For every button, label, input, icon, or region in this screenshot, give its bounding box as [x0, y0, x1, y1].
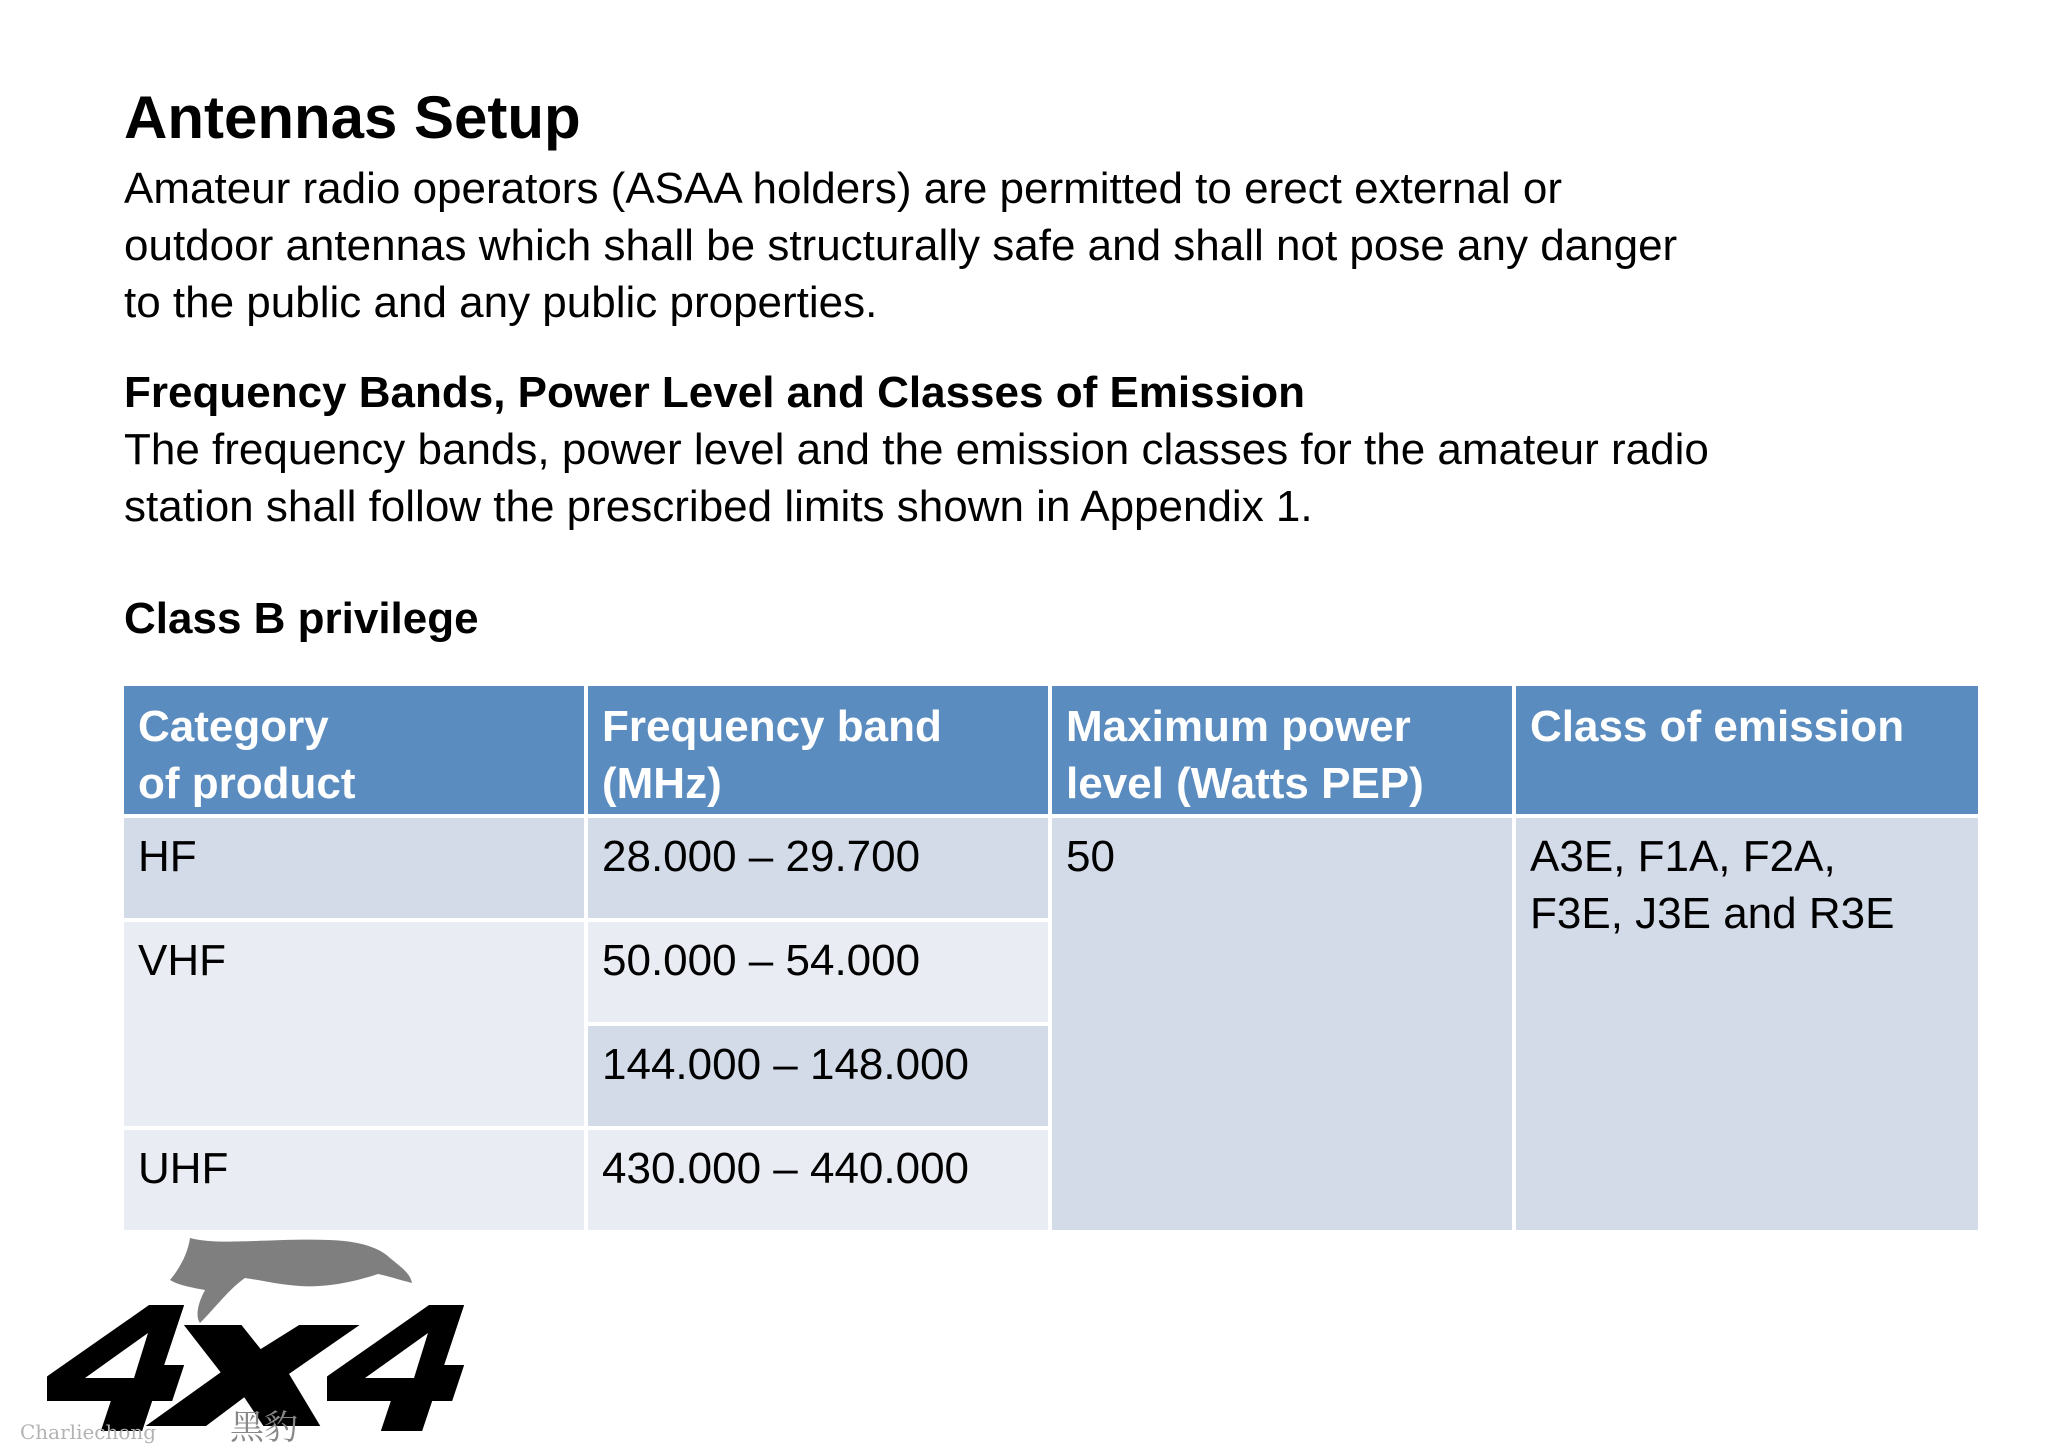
- class-b-subheading: Class B privilege: [124, 594, 479, 643]
- header-category: Category of product: [122, 684, 586, 816]
- table-row: [122, 816, 1980, 920]
- cell-category-hf: HF: [122, 816, 586, 920]
- paragraph-line: station shall follow the prescribed limits shown in Appendix 1.: [124, 482, 1313, 531]
- logo-text: 4X4: [40, 1215, 69, 1232]
- cell-category-uhf: UHF: [122, 1128, 586, 1232]
- cell-band-vhf-1: 50.000 – 54.000: [586, 920, 1050, 1024]
- cell-category-vhf: VHF: [122, 920, 586, 1128]
- header-maximum-power: Maximum power level (Watts PEP): [1050, 684, 1514, 816]
- class-b-privilege-table: [120, 682, 1982, 1234]
- page-title: Antennas Setup: [124, 84, 581, 151]
- cell-band-hf: 28.000 – 29.700: [586, 816, 1050, 920]
- cell-band-vhf-2: 144.000 – 148.000: [586, 1024, 1050, 1128]
- cell-max-power: 50: [1050, 816, 1514, 1232]
- paragraph-line: Amateur radio operators (ASAA holders) are permitted to erect external or: [124, 164, 1563, 213]
- antennas-paragraph: [124, 160, 1677, 331]
- cell-class-of-emission: A3E, F1A, F2A, F3E, J3E and R3E: [1514, 816, 1980, 1232]
- header-frequency-band: Frequency band (MHz): [586, 684, 1050, 816]
- frequency-paragraph: [124, 421, 1709, 535]
- paragraph-line: to the public and any public properties.: [124, 278, 878, 327]
- logo-chinese-text: 黑豹: [230, 1408, 298, 1448]
- paragraph-line: The frequency bands, power level and the emission classes for the amateur radio: [124, 425, 1709, 474]
- cell-band-uhf: 430.000 – 440.000: [586, 1128, 1050, 1232]
- table-header-row: [122, 684, 1980, 816]
- paragraph-line: outdoor antennas which shall be structurally safe and shall not pose any danger: [124, 221, 1678, 270]
- frequency-subheading: Frequency Bands, Power Level and Classes of Emission: [124, 368, 1306, 417]
- header-class-of-emission: Class of emission: [1514, 684, 1980, 816]
- credit-watermark: Charliechong: [20, 1420, 157, 1444]
